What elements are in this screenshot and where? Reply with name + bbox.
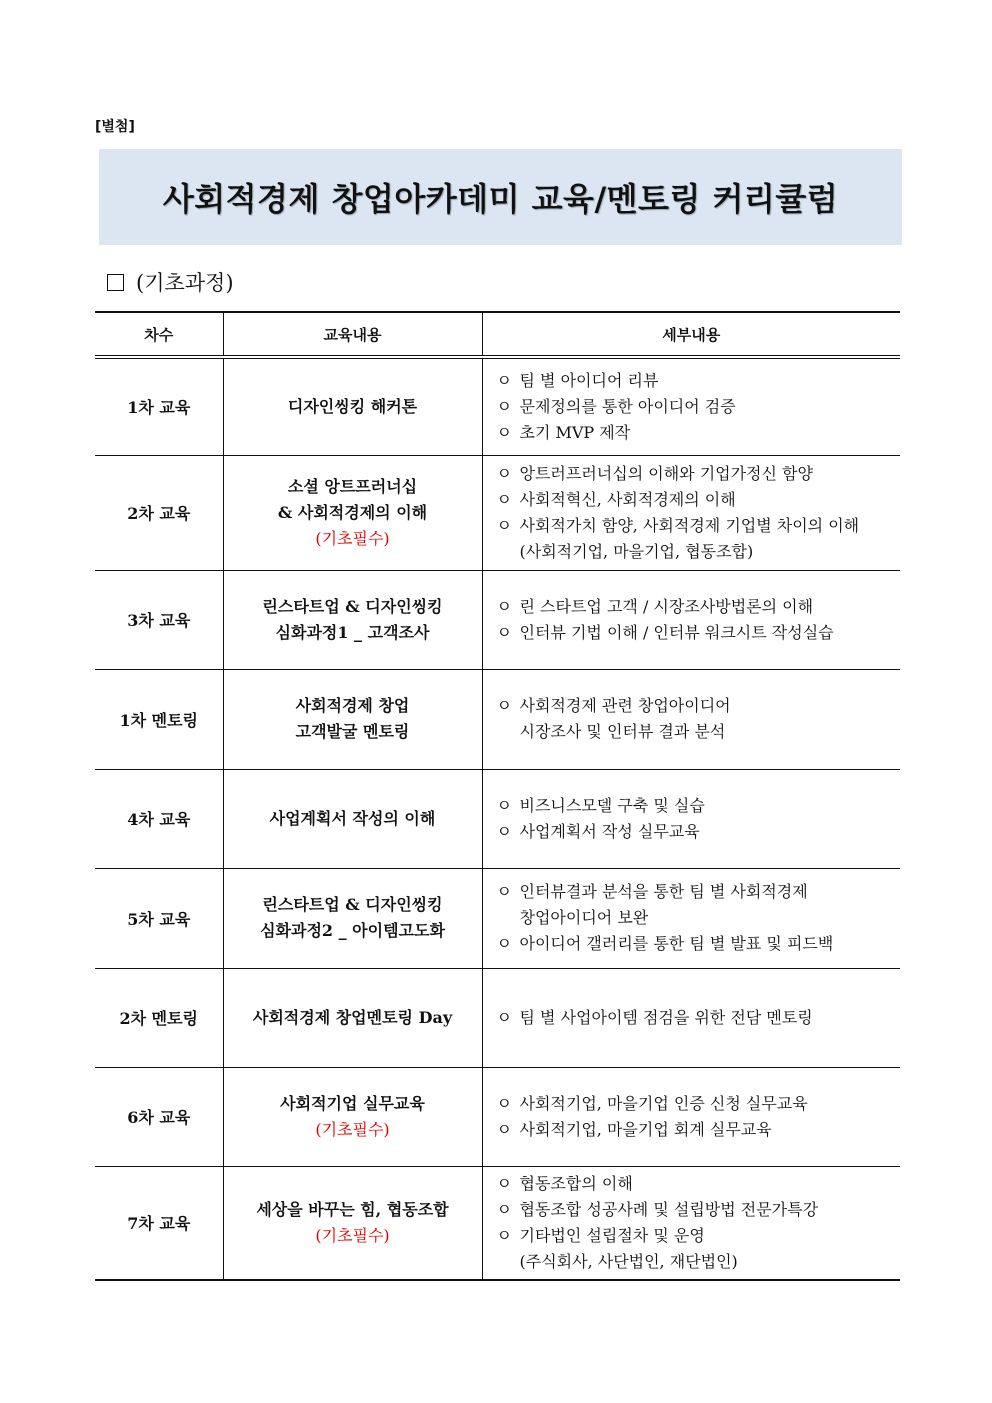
- detail-item: [497, 879, 901, 931]
- curriculum-table: [95, 311, 900, 1281]
- content-line: & 사회적경제의 이해: [277, 502, 428, 522]
- circle-bullet-icon: ㅇ: [496, 1119, 512, 1139]
- details-cell: [482, 357, 900, 455]
- section-heading: [107, 267, 234, 297]
- detail-line: 창업아이디어 보완: [519, 908, 649, 927]
- detail-item: [497, 1117, 901, 1143]
- detail-line: 시장조사 및 인터뷰 결과 분석: [519, 722, 726, 741]
- details-cell: [482, 769, 900, 868]
- circle-bullet-icon: ㅇ: [496, 934, 512, 953]
- detail-line: 사회적기업, 마을기업 인증 신청 실무교육: [519, 1093, 808, 1113]
- round-cell: 5차 교육: [95, 868, 223, 968]
- table-header-row: [95, 312, 900, 357]
- table-row: [95, 868, 900, 968]
- circle-bullet-icon: ㅇ: [496, 489, 512, 509]
- content-line: 소셜 앙트프러너십: [287, 476, 418, 496]
- content-line: 사회적경제 창업: [295, 696, 410, 715]
- circle-bullet-icon: ㅇ: [496, 821, 512, 841]
- circle-bullet-icon: ㅇ: [496, 882, 512, 901]
- detail-line: (사회적기업, 마을기업, 협동조합): [519, 541, 754, 561]
- content-cell: [223, 1067, 482, 1166]
- table-row: [95, 968, 900, 1067]
- detail-line: 비즈니스모델 구축 및 실습: [519, 795, 705, 815]
- content-line: 린스타트업 & 디자인씽킹: [262, 895, 443, 914]
- detail-item: [497, 420, 901, 446]
- circle-bullet-icon: ㅇ: [496, 463, 512, 483]
- detail-line: 사업계획서 작성 실무교육: [519, 821, 700, 841]
- detail-item: [497, 931, 901, 957]
- details-cell: [482, 570, 900, 669]
- table-row: [95, 769, 900, 868]
- section-heading-text: (기초과정): [136, 271, 234, 295]
- table-row: [95, 1067, 900, 1166]
- detail-item: [497, 513, 901, 565]
- detail-line: 아이디어 갤러리를 통한 팀 별 발표 및 피드백: [519, 934, 834, 953]
- detail-line: 문제정의를 통한 아이디어 검증: [519, 396, 736, 416]
- detail-line: (주식회사, 사단법인, 재단법인): [519, 1251, 738, 1271]
- details-cell: [482, 968, 900, 1067]
- detail-item: [497, 693, 901, 745]
- detail-item: [497, 394, 901, 420]
- circle-bullet-icon: ㅇ: [496, 515, 512, 535]
- detail-line: 사회적기업, 마을기업 회계 실무교육: [519, 1119, 772, 1139]
- circle-bullet-icon: ㅇ: [496, 1199, 512, 1219]
- title-banner: [99, 149, 902, 245]
- detail-line: 사회적가치 함양, 사회적경제 기업별 차이의 이해: [519, 515, 860, 535]
- detail-item: [497, 1197, 901, 1223]
- header-content: 교육내용: [223, 312, 482, 357]
- content-line: 고객발굴 멘토링: [295, 722, 410, 741]
- content-cell: [223, 968, 482, 1067]
- required-badge: (기초필수): [315, 1119, 390, 1139]
- details-cell: [482, 1067, 900, 1166]
- content-cell: [223, 868, 482, 968]
- detail-item: [497, 594, 901, 620]
- content-cell: [223, 669, 482, 769]
- circle-bullet-icon: ㅇ: [496, 596, 512, 616]
- checkbox-icon: [107, 274, 124, 291]
- circle-bullet-icon: ㅇ: [496, 1173, 512, 1193]
- round-cell: 1차 교육: [95, 357, 223, 455]
- circle-bullet-icon: ㅇ: [496, 1007, 512, 1027]
- detail-item: [497, 1005, 901, 1031]
- content-line: 세상을 바꾸는 힘, 협동조합: [256, 1199, 449, 1219]
- detail-line: 기타법인 설립절차 및 운영: [519, 1225, 705, 1245]
- required-badge: (기초필수): [315, 528, 390, 548]
- circle-bullet-icon: ㅇ: [496, 396, 512, 416]
- circle-bullet-icon: ㅇ: [496, 795, 512, 815]
- detail-item: [497, 487, 901, 513]
- detail-item: [497, 793, 901, 819]
- detail-line: 사회적경제 관련 창업아이디어: [519, 696, 731, 715]
- content-line: 디자인씽킹 해커톤: [287, 396, 418, 416]
- required-badge: (기초필수): [315, 1225, 390, 1245]
- page-title: 사회적경제 창업아카데미 교육/멘토링 커리큘럼: [162, 180, 839, 218]
- round-cell: 7차 교육: [95, 1166, 223, 1280]
- detail-line: 팀 별 아이디어 리뷰: [519, 370, 659, 390]
- table-row: [95, 570, 900, 669]
- detail-item: [497, 819, 901, 845]
- detail-line: 초기 MVP 제작: [519, 422, 631, 442]
- content-line: 심화과정1 _ 고객조사: [275, 622, 430, 642]
- detail-item: [497, 1091, 901, 1117]
- content-line: 심화과정2 _ 아이템고도화: [260, 921, 445, 940]
- circle-bullet-icon: ㅇ: [496, 696, 512, 715]
- circle-bullet-icon: ㅇ: [496, 1093, 512, 1113]
- details-cell: [482, 868, 900, 968]
- detail-item: [497, 368, 901, 394]
- detail-line: 사회적혁신, 사회적경제의 이해: [519, 489, 736, 509]
- detail-line: 인터뷰 기법 이해 / 인터뷰 워크시트 작성실습: [519, 622, 834, 642]
- table-row: [95, 669, 900, 769]
- content-line: 사회적기업 실무교육: [280, 1093, 425, 1113]
- detail-line: 앙트러프러너십의 이해와 기업가정신 함양: [519, 463, 813, 483]
- circle-bullet-icon: ㅇ: [496, 1225, 512, 1245]
- header-round: 차수: [95, 312, 223, 357]
- content-cell: [223, 570, 482, 669]
- content-cell: [223, 455, 482, 570]
- circle-bullet-icon: ㅇ: [496, 422, 512, 442]
- header-details: 세부내용: [482, 312, 900, 357]
- content-line: 사업계획서 작성의 이해: [269, 808, 436, 828]
- detail-item: [497, 1171, 901, 1197]
- detail-item: [497, 620, 901, 646]
- content-cell: [223, 357, 482, 455]
- content-line: 사회적경제 창업멘토링 Day: [252, 1007, 453, 1027]
- table-row: [95, 1166, 900, 1280]
- round-cell: 3차 교육: [95, 570, 223, 669]
- content-line: 린스타트업 & 디자인씽킹: [262, 596, 443, 616]
- detail-line: 협동조합 성공사례 및 설립방법 전문가특강: [519, 1199, 819, 1219]
- detail-line: 린 스타트업 고객 / 시장조사방법론의 이해: [519, 596, 814, 616]
- round-cell: 4차 교육: [95, 769, 223, 868]
- circle-bullet-icon: ㅇ: [496, 370, 512, 390]
- detail-item: [497, 1223, 901, 1275]
- details-cell: [482, 669, 900, 769]
- detail-line: 팀 별 사업아이템 점검을 위한 전담 멘토링: [519, 1007, 813, 1027]
- round-cell: 2차 멘토링: [95, 968, 223, 1067]
- details-cell: [482, 455, 900, 570]
- round-cell: 2차 교육: [95, 455, 223, 570]
- table-row: [95, 357, 900, 455]
- round-cell: 1차 멘토링: [95, 669, 223, 769]
- detail-item: [497, 461, 901, 487]
- detail-line: 협동조합의 이해: [519, 1173, 633, 1193]
- round-cell: 6차 교육: [95, 1067, 223, 1166]
- content-cell: [223, 769, 482, 868]
- attachment-label: [별첨]: [95, 119, 135, 135]
- details-cell: [482, 1166, 900, 1280]
- table-row: [95, 455, 900, 570]
- content-cell: [223, 1166, 482, 1280]
- circle-bullet-icon: ㅇ: [496, 622, 512, 642]
- detail-line: 인터뷰결과 분석을 통한 팀 별 사회적경제: [519, 882, 808, 901]
